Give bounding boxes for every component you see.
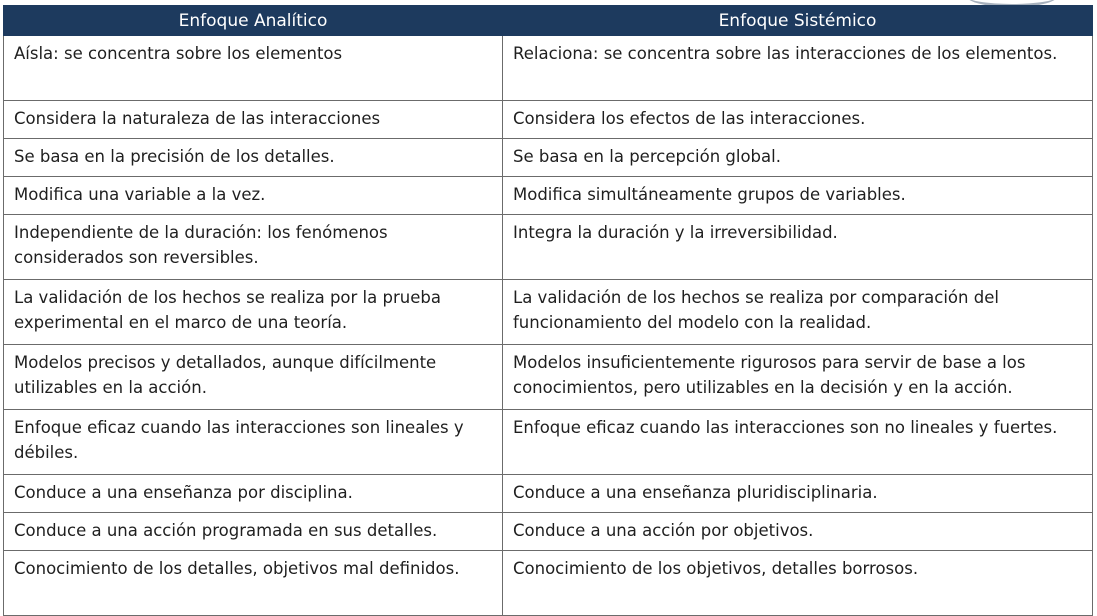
table-row: [4, 101, 1093, 139]
analytic-cell: Modelos precisos y detallados, aunque difícilmente utilizables en la acción.: [4, 345, 503, 410]
analytic-cell: Conocimiento de los detalles, objetivos mal definidos.: [4, 551, 503, 616]
analytic-cell: Conduce a una acción programada en sus detalles.: [4, 513, 503, 551]
analytic-cell: Modifica una variable a la vez.: [4, 177, 503, 215]
analytic-cell: La validación de los hechos se realiza por la prueba experimental en el marco de una teoría.: [4, 280, 503, 345]
systemic-cell: Relaciona: se concentra sobre las interacciones de los elementos.: [503, 36, 1093, 101]
systemic-cell: Conduce a una acción por objetivos.: [503, 513, 1093, 551]
table-row: [4, 280, 1093, 345]
systemic-cell: Modelos insuficientemente rigurosos para servir de base a los conocimientos, pero utilizables en la decisión y en la acción.: [503, 345, 1093, 410]
analytic-cell: Se basa en la precisión de los detalles.: [4, 139, 503, 177]
systemic-cell: Conduce a una enseñanza pluridisciplinaria.: [503, 475, 1093, 513]
analytic-cell: Independiente de la duración: los fenómenos considerados son reversibles.: [4, 215, 503, 280]
comparison-table: [3, 5, 1093, 616]
header-systemic: Enfoque Sistémico: [503, 6, 1093, 36]
table-row: [4, 139, 1093, 177]
systemic-cell: Integra la duración y la irreversibilidad.: [503, 215, 1093, 280]
analytic-cell: Considera la naturaleza de las interacciones: [4, 101, 503, 139]
table-row: [4, 410, 1093, 475]
header-row: [4, 6, 1093, 36]
table-row: [4, 345, 1093, 410]
table-row: [4, 513, 1093, 551]
systemic-cell: La validación de los hechos se realiza por comparación del funcionamiento del modelo con la realidad.: [503, 280, 1093, 345]
analytic-cell: Aísla: se concentra sobre los elementos: [4, 36, 503, 101]
systemic-cell: Conocimiento de los objetivos, detalles borrosos.: [503, 551, 1093, 616]
systemic-cell: Se basa en la percepción global.: [503, 139, 1093, 177]
table-row: [4, 475, 1093, 513]
table-row: [4, 551, 1093, 616]
systemic-cell: Modifica simultáneamente grupos de variables.: [503, 177, 1093, 215]
analytic-cell: Conduce a una enseñanza por disciplina.: [4, 475, 503, 513]
systemic-cell: Considera los efectos de las interacciones.: [503, 101, 1093, 139]
systemic-cell: Enfoque eficaz cuando las interacciones son no lineales y fuertes.: [503, 410, 1093, 475]
table-row: [4, 215, 1093, 280]
table-row: [4, 177, 1093, 215]
analytic-cell: Enfoque eficaz cuando las interacciones son lineales y débiles.: [4, 410, 503, 475]
header-analytic: Enfoque Analítico: [4, 6, 503, 36]
table-row: [4, 36, 1093, 101]
